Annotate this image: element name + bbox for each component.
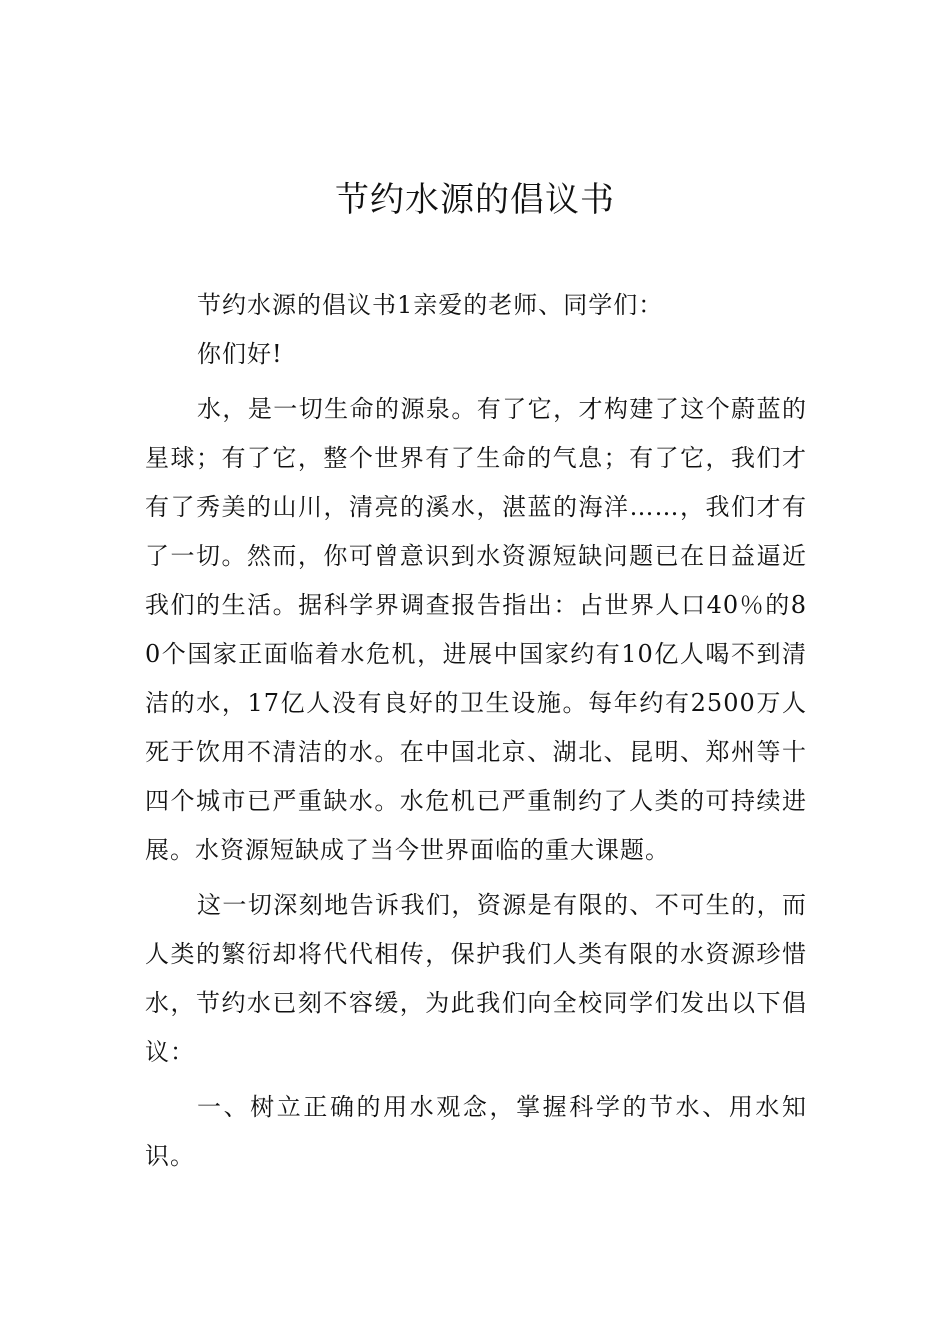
- document-title: 节约水源的倡议书: [335, 180, 615, 220]
- document-body: [145, 281, 807, 1181]
- paragraph-proposal-one: 一、树立正确的用水观念，掌握科学的节水、用水知识。: [145, 1093, 807, 1170]
- paragraph-greeting: 你们好!: [197, 340, 283, 368]
- paragraph-call-to-action: 这一切深刻地告诉我们，资源是有限的、不可生的，而人类的繁衍却将代代相传，保护我们人类有限的水资源珍惜水，节约水已刻不容缓，为此我们向全校同学们发出以下倡议：: [145, 891, 807, 1066]
- paragraph-water-importance: 水，是一切生命的源泉。有了它，才构建了这个蔚蓝的星球；有了它，整个世界有了生命的气息；有了它，我们才有了秀美的山川，清亮的溪水，湛蓝的海洋……，我们才有了一切。然而，你可曾意识到水资源短缺问题已在日益逼近我们的生活。据科学界调查报告指出：占世界人口40％的80个国家正面临着水危机，进展中国家约有10亿人喝不到清洁的水，17亿人没有良好的卫生设施。每年约有2500万人死于饮用不清洁的水。在中国北京、湖北、昆明、郑州等十四个城市已严重缺水。水危机已严重制约了人类的可持续进展。水资源短缺成了当今世界面临的重大课题。: [145, 395, 807, 864]
- paragraph-greeting-heading: 节约水源的倡议书1亲爱的老师、同学们：: [197, 291, 664, 319]
